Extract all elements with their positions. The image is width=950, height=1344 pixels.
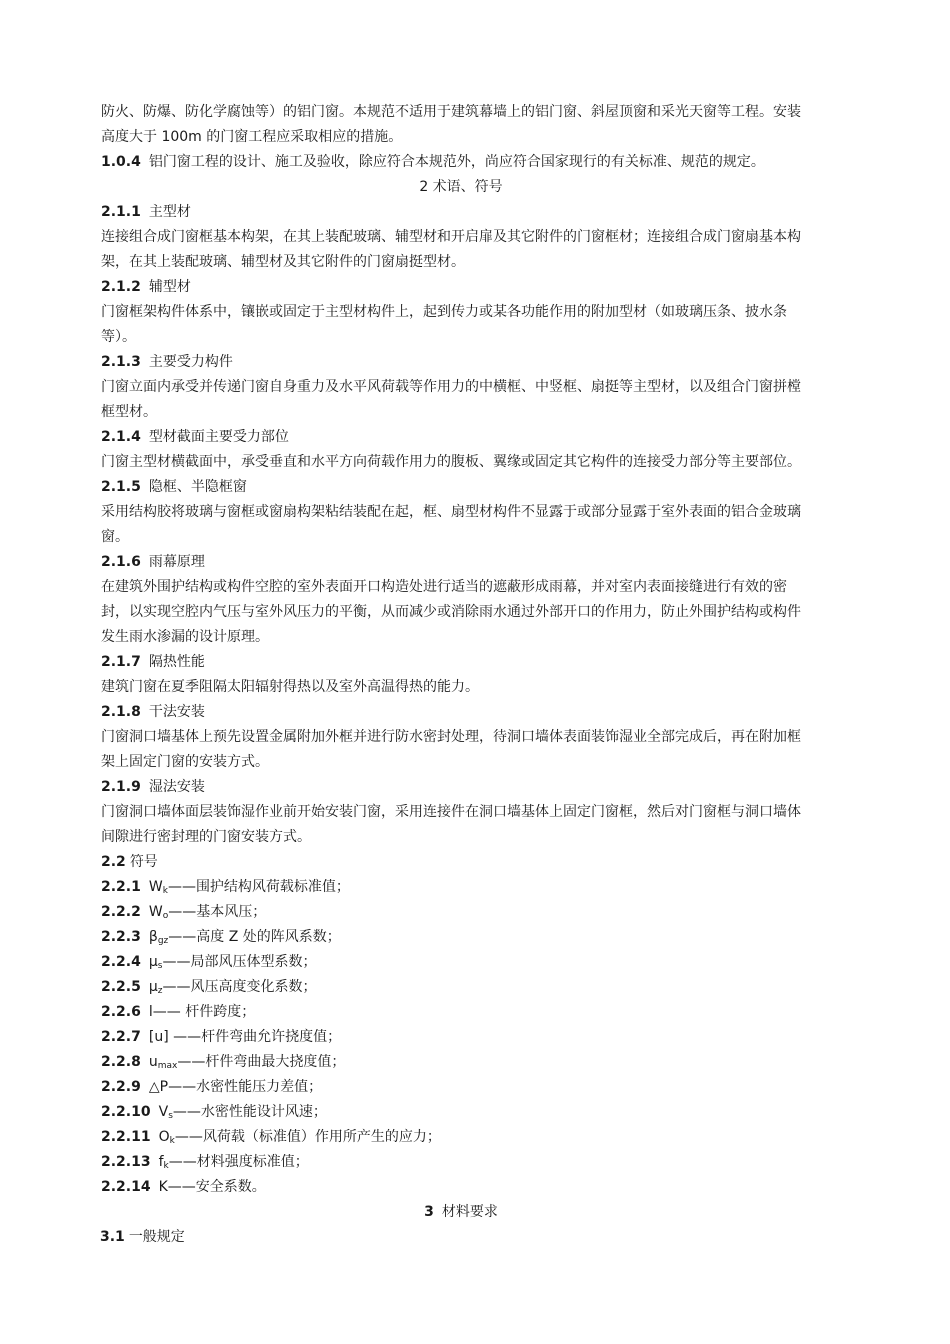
- section-title: 符号: [129, 854, 158, 870]
- symbol-number: 2.2.4: [101, 954, 141, 970]
- term-definition-line: 框型材。: [101, 404, 157, 420]
- term-definition-line: 发生雨水渗漏的设计原理。: [101, 629, 269, 645]
- term-number: 2.1.3: [101, 354, 141, 370]
- symbol-item: [101, 1000, 821, 1025]
- chapter-text: 材料要求: [441, 1204, 498, 1220]
- symbol-description: ——材料强度标准值；: [168, 1154, 309, 1170]
- symbol-item: [101, 925, 821, 950]
- symbol-item: [101, 900, 821, 925]
- term-heading: [101, 200, 821, 225]
- term-definition-line: 门窗主型材横截面中，承受垂直和水平方向荷载作用力的腹板、翼缘或固定其它构件的连接受力部分等主要部位。: [101, 454, 801, 470]
- term-number: 2.1.4: [101, 429, 141, 445]
- term-title: 隔热性能: [148, 654, 205, 670]
- symbol-glyph: [u]: [148, 1029, 169, 1045]
- term-title: 主型材: [148, 204, 191, 220]
- symbol-description: ——安全系数。: [167, 1179, 266, 1195]
- symbol-subscript: s: [157, 961, 163, 971]
- term-number: 2.1.1: [101, 204, 141, 220]
- symbol-description: ——水密性能设计风速；: [172, 1104, 327, 1120]
- symbol-number: 2.2.7: [101, 1029, 141, 1045]
- symbol-description: ——基本风压；: [168, 904, 267, 920]
- term-number: 2.1.7: [101, 654, 141, 670]
- term-title: 型材截面主要受力部位: [148, 429, 289, 445]
- symbol-glyph: β: [148, 929, 158, 945]
- term-title: 干法安装: [148, 704, 205, 720]
- symbol-glyph: W: [148, 879, 163, 895]
- term-heading: [101, 550, 821, 575]
- clause-1-0-4: [101, 150, 821, 175]
- symbol-glyph: △P: [148, 1079, 169, 1095]
- symbol-subscript: k: [163, 1161, 169, 1171]
- intro-line-1: 防火、防爆、防化学腐蚀等）的铝门窗。本规范不适用于建筑幕墙上的铝门窗、斜屋顶窗和采光天窗等工程。安装: [101, 104, 801, 120]
- symbol-item: [101, 1025, 821, 1050]
- symbol-description: ——水密性能压力差值；: [168, 1079, 323, 1095]
- symbol-glyph: μ: [148, 954, 158, 970]
- intro-line-2: 高度大于 100m 的门窗工程应采取相应的措施。: [101, 129, 403, 145]
- section-number: 3.1: [100, 1229, 125, 1245]
- symbol-glyph: K: [158, 1179, 168, 1195]
- symbol-number: 2.2.11: [101, 1129, 151, 1145]
- symbol-subscript: s: [168, 1111, 173, 1121]
- symbol-description: ——杆件弯曲允许挠度值；: [168, 1029, 342, 1045]
- term-definition-line: 架上固定门窗的安装方式。: [101, 754, 269, 770]
- term-number: 2.1.8: [101, 704, 141, 720]
- term-number: 2.1.2: [101, 279, 141, 295]
- term-definition-line: 架，在其上装配玻璃、辅型材及其它附件的门窗扇挺型材。: [101, 254, 465, 270]
- section-3-1: [100, 1225, 821, 1250]
- term-definition-line: 门窗立面内承受并传递门窗自身重力及水平风荷载等作用力的中横框、中竖框、扇挺等主型材，以及组合门窗拼樘: [101, 379, 801, 395]
- symbol-glyph: W: [148, 904, 163, 920]
- symbol-number: 2.2.8: [101, 1054, 141, 1070]
- symbol-item: [101, 975, 821, 1000]
- symbol-item: [101, 1125, 821, 1150]
- symbol-item: [101, 1175, 821, 1200]
- term-heading: [101, 775, 821, 800]
- symbol-number: 2.2.6: [101, 1004, 141, 1020]
- term-heading: [101, 650, 821, 675]
- symbol-description: ——杆件弯曲最大挠度值；: [177, 1054, 346, 1070]
- symbol-description: —— 杆件跨度；: [152, 1004, 256, 1020]
- symbol-number: 2.2.9: [101, 1079, 141, 1095]
- symbol-subscript: k: [169, 1136, 175, 1146]
- term-number: 2.1.9: [101, 779, 141, 795]
- chapter-3-title: [101, 1200, 821, 1225]
- term-definition-line: 窗。: [101, 529, 129, 545]
- term-heading: [101, 350, 821, 375]
- term-definition-line: 在建筑外围护结构或构件空腔的室外表面开口构造处进行适当的遮蔽形成雨幕，并对室内表面接缝进行有效的密: [101, 579, 787, 595]
- terms-section: [101, 200, 821, 850]
- symbol-number: 2.2.1: [101, 879, 141, 895]
- symbol-description: ——风荷载（标准值）作用所产生的应力；: [174, 1129, 441, 1145]
- term-title: 辅型材: [148, 279, 191, 295]
- symbol-subscript: k: [162, 886, 168, 896]
- symbol-item: [101, 950, 821, 975]
- clause-text: 铝门窗工程的设计、施工及验收，除应符合本规范外，尚应符合国家现行的有关标准、规范的规定。: [148, 154, 765, 170]
- term-title: 雨幕原理: [148, 554, 205, 570]
- term-heading: [101, 700, 821, 725]
- symbol-glyph: u: [148, 1054, 158, 1070]
- symbol-subscript: z: [157, 986, 163, 996]
- symbol-item: [101, 1050, 821, 1075]
- symbol-number: 2.2.2: [101, 904, 141, 920]
- symbol-item: [101, 1150, 821, 1175]
- symbol-item: [101, 1075, 821, 1100]
- term-definition-line: 间隙进行密封理的门窗安装方式。: [101, 829, 311, 845]
- section-number: 2.2: [101, 854, 126, 870]
- term-definition-line: 采用结构胶将玻璃与窗框或窗扇构架粘结装配在起，框、扇型材构件不显露于或部分显露于室外表面的铝合金玻璃: [101, 504, 801, 520]
- term-definition-line: 等）。: [101, 329, 136, 345]
- term-definition-line: 门窗洞口墙基体上预先设置金属附加外框并进行防水密封处理，待洞口墙体表面装饰湿业全部完成后，再在附加框: [101, 729, 801, 745]
- symbol-glyph: O: [158, 1129, 170, 1145]
- symbol-subscript: gz: [157, 936, 169, 946]
- term-number: 2.1.6: [101, 554, 141, 570]
- symbol-description: ——围护结构风荷载标准值；: [167, 879, 350, 895]
- symbol-glyph: f: [158, 1154, 164, 1170]
- term-definition-line: 连接组合成门窗框基本构架，在其上装配玻璃、辅型材和开启扉及其它附件的门窗框材；连接组合成门窗扇基本构: [101, 229, 801, 245]
- symbol-subscript: max: [157, 1061, 178, 1071]
- chapter-number: 3: [424, 1204, 434, 1220]
- symbol-number: 2.2.13: [101, 1154, 151, 1170]
- term-title: 湿法安装: [148, 779, 205, 795]
- term-title: 主要受力构件: [148, 354, 233, 370]
- symbol-number: 2.2.5: [101, 979, 141, 995]
- symbol-description: ——风压高度变化系数；: [162, 979, 317, 995]
- symbol-number: 2.2.14: [101, 1179, 151, 1195]
- document-body: [101, 100, 821, 1250]
- symbols-list: [101, 875, 821, 1200]
- section-title: 一般规定: [128, 1229, 185, 1245]
- symbol-item: [101, 1100, 821, 1125]
- term-heading: [101, 275, 821, 300]
- symbol-item: [101, 875, 821, 900]
- term-title: 隐框、半隐框窗: [148, 479, 247, 495]
- symbol-number: 2.2.3: [101, 929, 141, 945]
- term-heading: [101, 425, 821, 450]
- term-definition-line: 门窗洞口墙体面层装饰湿作业前开始安装门窗，采用连接件在洞口墙基体上固定门窗框，然后对门窗框与洞口墙体: [101, 804, 801, 820]
- term-definition-line: 建筑门窗在夏季阻隔太阳辐射得热以及室外高温得热的能力。: [101, 679, 479, 695]
- symbol-glyph: V: [158, 1104, 169, 1120]
- term-heading: [101, 475, 821, 500]
- chapter-2-title: 2 术语、符号: [419, 179, 503, 195]
- term-definition-line: 门窗框架构件体系中，镶嵌或固定于主型材构件上，起到传力或某各功能作用的附加型材（如玻璃压条、披水条: [101, 304, 787, 320]
- symbol-glyph: μ: [148, 979, 158, 995]
- symbol-number: 2.2.10: [101, 1104, 151, 1120]
- symbols-heading: [101, 850, 821, 875]
- symbol-subscript: o: [162, 911, 169, 921]
- symbol-description: ——局部风压体型系数；: [162, 954, 317, 970]
- term-definition-line: 封，以实现空腔内气压与室外风压力的平衡，从而减少或消除雨水通过外部开口的作用力，防止外围护结构或构件: [101, 604, 801, 620]
- symbol-glyph: l: [148, 1004, 153, 1020]
- term-number: 2.1.5: [101, 479, 141, 495]
- clause-number: 1.0.4: [101, 154, 141, 170]
- symbol-description: ——高度 Z 处的阵风系数；: [168, 929, 341, 945]
